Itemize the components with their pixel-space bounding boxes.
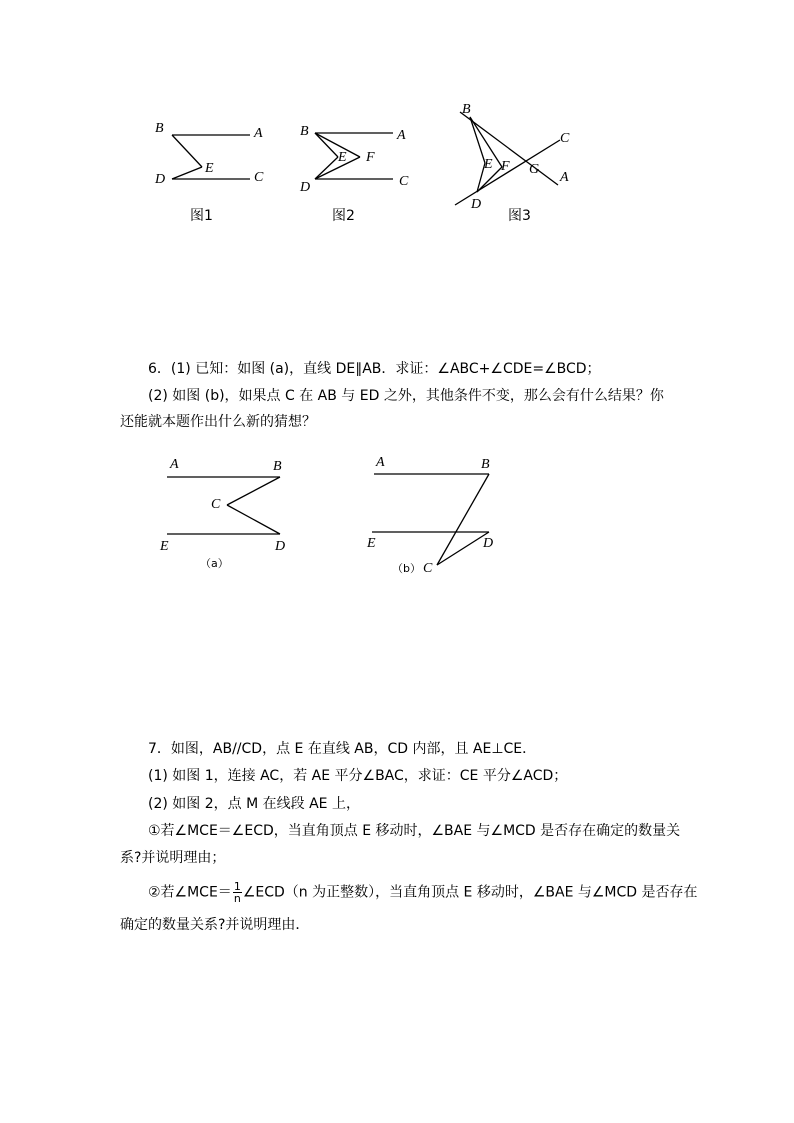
q7-line-6 bbox=[148, 881, 698, 904]
q7-line-7: 确定的数量关系?并说明理由． bbox=[120, 917, 310, 933]
segment-cd bbox=[437, 532, 489, 565]
label-e: E bbox=[367, 536, 376, 551]
label-b: B bbox=[481, 457, 490, 472]
label-a: A bbox=[170, 457, 179, 472]
caption-fig3: 图3 bbox=[508, 208, 531, 224]
segment-be bbox=[172, 135, 202, 167]
label-e: E bbox=[160, 539, 169, 554]
segment-be bbox=[315, 133, 338, 157]
label-e: E bbox=[338, 150, 347, 165]
q7-line-3: (2) 如图 2，点 M 在线段 AE 上， bbox=[148, 796, 360, 812]
label-e: E bbox=[205, 161, 214, 176]
caption-fig-a: （a） bbox=[200, 557, 229, 570]
fraction-denominator: n bbox=[233, 892, 241, 905]
caption-fig1: 图1 bbox=[190, 208, 213, 224]
label-a: A bbox=[560, 170, 569, 185]
q6-line-2: (2) 如图 (b)，如果点 C 在 AB 与 ED 之外，其他条件不变，那么会有什么结果？你 bbox=[148, 388, 664, 404]
caption-fig2: 图2 bbox=[332, 208, 355, 224]
label-a: A bbox=[254, 126, 263, 141]
q7-line-6-pre: ②若∠MCE＝ bbox=[148, 884, 232, 901]
figure-b bbox=[362, 450, 512, 580]
label-c: C bbox=[254, 170, 264, 185]
label-b: B bbox=[462, 102, 471, 117]
line-ba bbox=[460, 112, 558, 185]
label-d: D bbox=[300, 180, 311, 195]
segment-cd bbox=[227, 505, 280, 534]
segment-bc bbox=[227, 477, 280, 505]
q7-line-6-post: ∠ECD（n 为正整数），当直角顶点 E 移动时，∠BAE 与∠MCD 是否存在 bbox=[242, 884, 698, 901]
label-d: D bbox=[155, 172, 166, 187]
label-f: F bbox=[501, 159, 510, 174]
segment-bc bbox=[437, 474, 489, 565]
label-a: A bbox=[397, 128, 406, 143]
label-d: D bbox=[483, 536, 494, 551]
label-a: A bbox=[376, 455, 385, 470]
q6-line-1: 6．(1) 已知：如图 (a)，直线 DE∥AB．求证：∠ABC+∠CDE=∠BCD； bbox=[148, 361, 601, 377]
q7-line-1: 7．如图，AB//CD，点 E 在直线 AB，CD 内部，且 AE⊥CE． bbox=[148, 741, 537, 757]
q6-line-3: 还能就本题作出什么新的猜想？ bbox=[120, 414, 316, 430]
fraction-numerator: 1 bbox=[233, 880, 241, 893]
label-f: F bbox=[366, 150, 375, 165]
caption-fig-b: （b） bbox=[392, 562, 421, 575]
figure-1 bbox=[150, 115, 280, 225]
label-b: B bbox=[273, 459, 282, 474]
label-e: E bbox=[484, 157, 493, 172]
q7-line-4: ①若∠MCE＝∠ECD，当直角顶点 E 移动时，∠BAE 与∠MCD 是否存在确定的数量关 bbox=[148, 823, 681, 839]
label-d: D bbox=[471, 197, 482, 212]
fraction-one-over-n bbox=[233, 881, 242, 904]
figure-2 bbox=[298, 115, 428, 225]
label-c: C bbox=[399, 174, 409, 189]
q7-line-2: (1) 如图 1，连接 AC，若 AE 平分∠BAC，求证：CE 平分∠ACD； bbox=[148, 768, 568, 784]
segment-ed bbox=[315, 157, 338, 179]
label-b: B bbox=[155, 121, 164, 136]
label-d: D bbox=[275, 539, 286, 554]
segment-ed bbox=[172, 167, 202, 179]
label-c: C bbox=[211, 497, 221, 512]
q7-line-5: 系?并说明理由； bbox=[120, 850, 226, 866]
figure-3 bbox=[450, 95, 590, 225]
label-b: B bbox=[300, 124, 309, 139]
label-g: G bbox=[529, 162, 540, 177]
segment-be bbox=[470, 117, 485, 163]
label-c: C bbox=[560, 131, 570, 146]
label-c: C bbox=[423, 561, 433, 576]
figure-a bbox=[155, 450, 305, 575]
